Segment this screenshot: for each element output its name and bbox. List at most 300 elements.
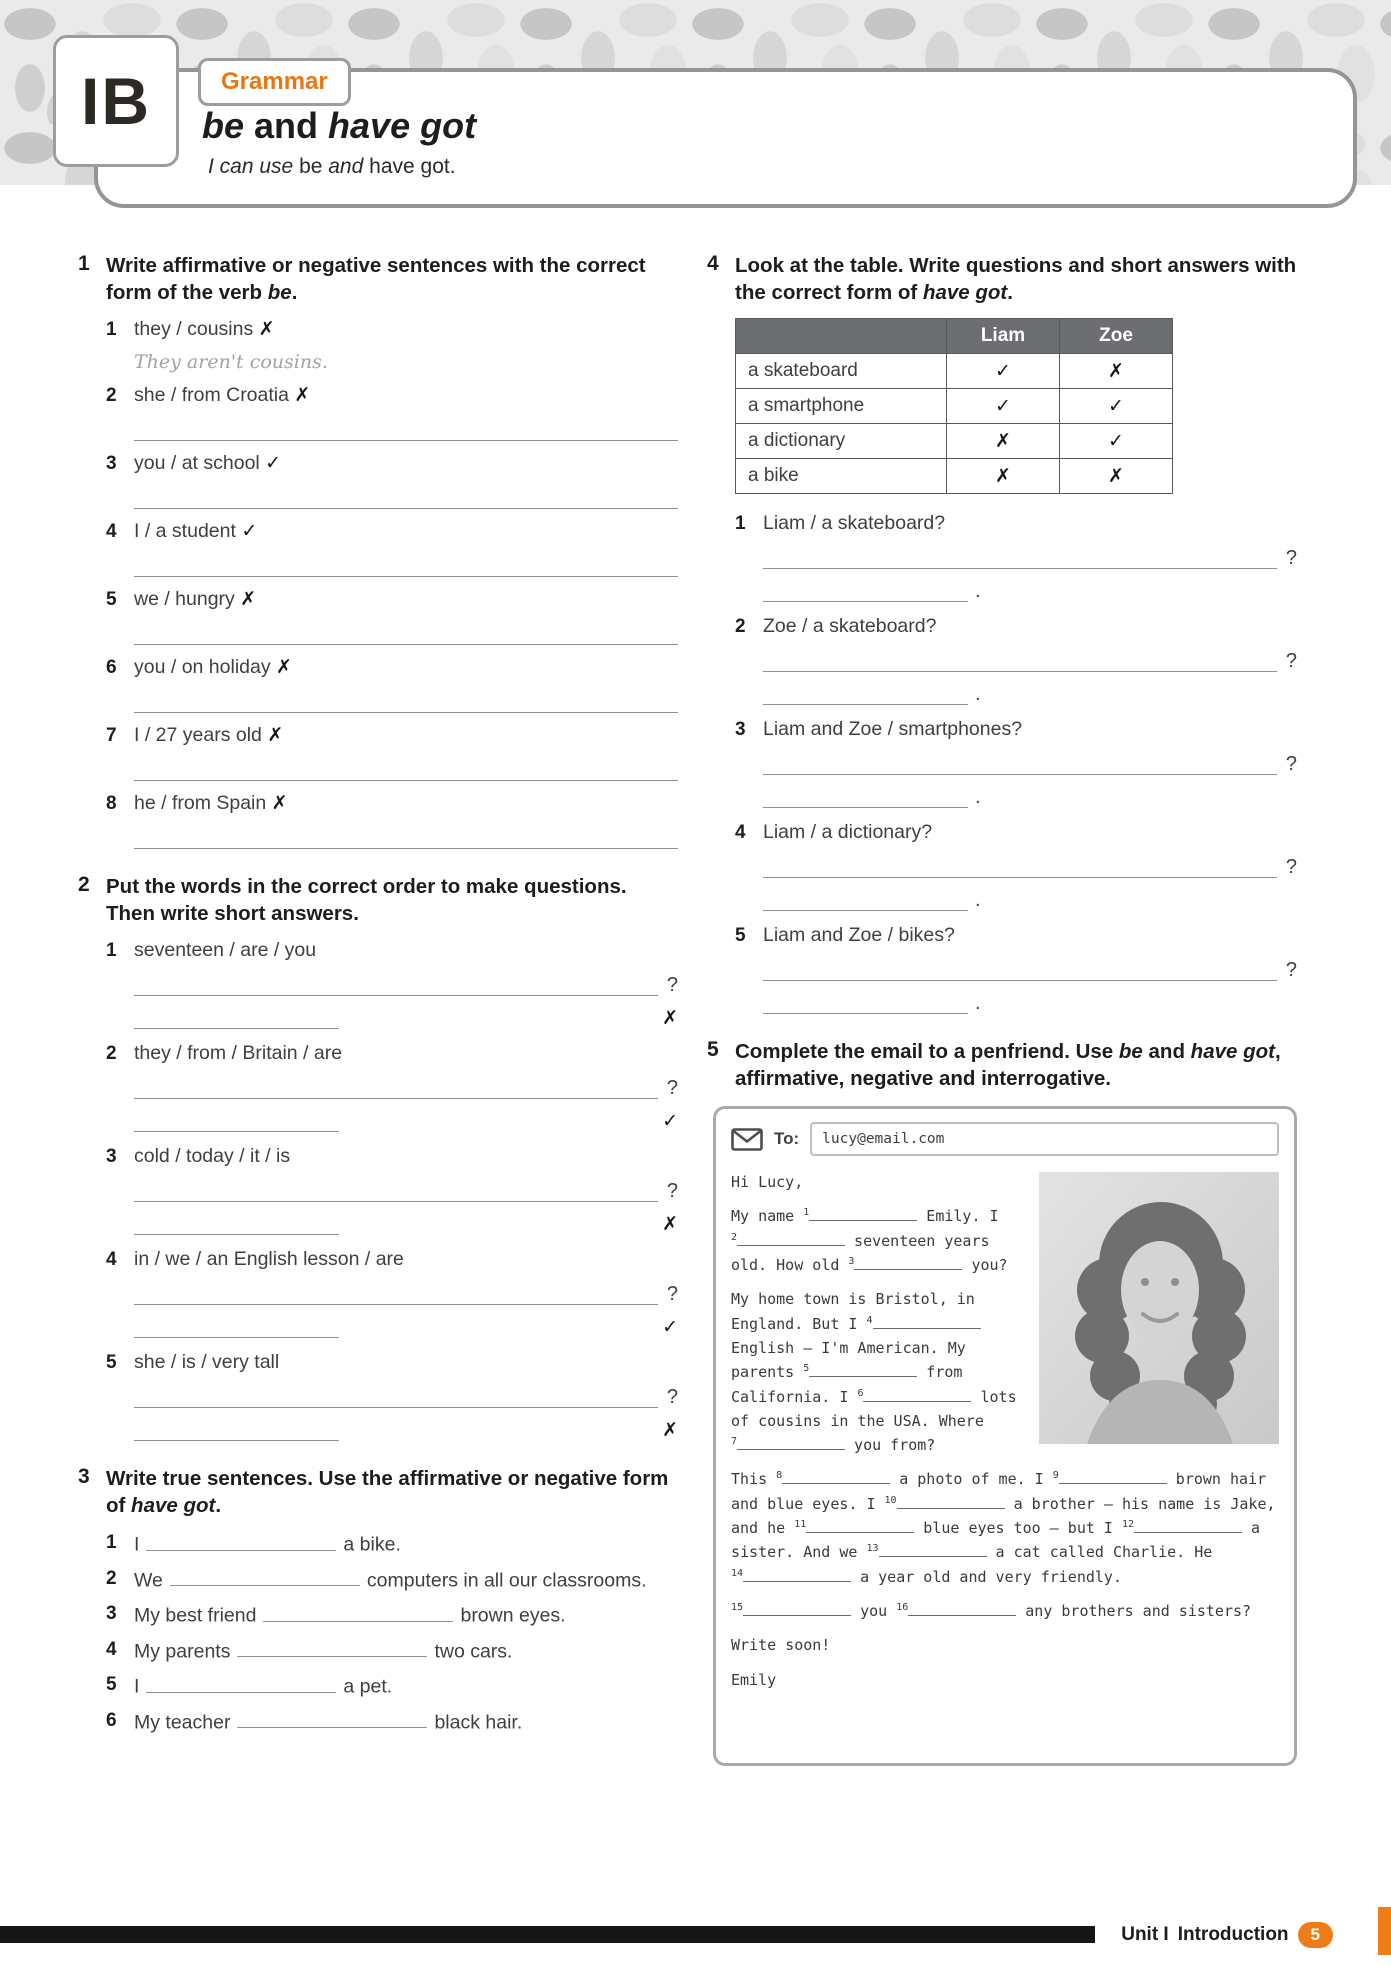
item-prompt: Liam / a skateboard?	[763, 512, 946, 535]
item-prompt: Liam and Zoe / bikes?	[763, 924, 955, 947]
gap-blank	[237, 1709, 427, 1729]
item-number: 3	[106, 1603, 117, 1625]
item-number: 1	[106, 319, 117, 341]
penfriend-photo	[1039, 1172, 1279, 1444]
unit-section-label: Introduction	[1177, 1924, 1289, 1945]
check-icon: ✓	[1108, 429, 1124, 452]
item-number: 2	[735, 616, 746, 638]
cross-icon: ✗	[267, 724, 284, 747]
corner-accent	[1378, 1907, 1391, 1955]
cross-icon: ✗	[1108, 464, 1124, 487]
item-number: 1	[735, 513, 746, 535]
sentence-after: a bike.	[343, 1533, 401, 1556]
item-prompt: she / is / very tall	[134, 1351, 280, 1374]
blank-line	[873, 1315, 981, 1329]
exercise-item	[735, 615, 1297, 705]
exercise-item	[106, 724, 678, 781]
email-blank: 11	[794, 1519, 914, 1537]
cross-icon: ✗	[662, 1419, 678, 1442]
content-columns	[78, 252, 1297, 1790]
question-mark: ?	[666, 1283, 678, 1306]
item-number: 4	[106, 1638, 117, 1660]
item-body	[134, 1638, 678, 1664]
item-number: 1	[106, 1532, 117, 1554]
sentence-before: My teacher	[134, 1711, 231, 1734]
blank-line	[743, 1568, 851, 1582]
email-paragraph: This $^8$ a photo of me. I $^9$ brown hair and blue eyes. I $^{10}$ a brother – his name is Jake, and he $^{11}$ blue eyes too – but I $^{12}$ a sister. And we $^{13}$ a cat called Charlie. He $^{14}$ a year old and very friendly.	[731, 1470, 1276, 1586]
exercise-header	[707, 1038, 1297, 1092]
cross-icon: ✗	[662, 1213, 678, 1236]
to-value: lucy@email.com	[822, 1131, 945, 1148]
exercise-instruction: Put the words in the correct order to make questions. Then write short answers.	[106, 875, 627, 926]
exercise-item	[735, 924, 1297, 1014]
table-corner-cell	[736, 319, 947, 354]
cross-icon: ✗	[662, 1007, 678, 1030]
table-mark-cell	[947, 389, 1060, 424]
answer-line	[763, 845, 1277, 878]
blank-line	[908, 1602, 1016, 1616]
email-paragraph: Write soon!	[731, 1636, 831, 1655]
gap-sentence	[134, 1709, 678, 1735]
blank-line	[1059, 1471, 1167, 1485]
email-paragraph: My name $^1$ Emily. I $^2$ seventeen years old. How old $^3$ you?	[731, 1207, 1008, 1275]
item-body	[134, 1042, 678, 1132]
cross-icon: ✗	[294, 384, 311, 407]
exercise-header	[707, 252, 1297, 306]
gap-blank	[237, 1638, 427, 1658]
exercise-item	[735, 821, 1297, 911]
question-mark: ?	[666, 1180, 678, 1203]
question-line	[134, 1273, 678, 1305]
exercise-1-items	[106, 318, 678, 849]
item-number: 7	[106, 725, 117, 747]
prompt-text: you / on holiday	[134, 656, 277, 679]
table-column-header: Liam	[947, 319, 1060, 354]
exercise-instruction: Complete the email to a penfriend. Use be and have got, affirmative, negative and interrogative.	[735, 1040, 1281, 1091]
gap-sentence	[134, 1673, 678, 1699]
short-answer-row	[134, 1308, 678, 1338]
blank-line	[782, 1471, 890, 1485]
exercise-instruction: Write true sentences. Use the affirmative or negative form of have got.	[106, 1467, 669, 1518]
question-mark: ?	[1285, 856, 1297, 879]
question-line	[134, 1170, 678, 1202]
sentence-before: My best friend	[134, 1604, 257, 1627]
exercise-item	[106, 1042, 678, 1132]
exercise-item	[106, 384, 678, 441]
short-answer-line	[134, 1307, 339, 1338]
question-mark: ?	[1285, 547, 1297, 570]
check-icon: ✓	[241, 520, 258, 543]
cross-icon: ✗	[995, 464, 1011, 487]
answer-line	[134, 1375, 658, 1408]
exercise-item	[735, 512, 1297, 602]
exercise-item	[106, 1709, 678, 1735]
exercise-number: 5	[707, 1038, 719, 1062]
answer-line	[134, 409, 678, 441]
short-answer-line	[763, 880, 968, 911]
short-answer-row	[763, 984, 1297, 1014]
table-row	[736, 389, 1173, 424]
answer-period: .	[975, 580, 981, 603]
item-body	[134, 1709, 678, 1735]
sentence-before: My parents	[134, 1640, 231, 1663]
sentence-after: black hair.	[434, 1711, 523, 1734]
email-blank: 6	[857, 1388, 971, 1406]
exercise-item	[106, 1248, 678, 1338]
item-body	[134, 1145, 678, 1235]
gap-sentence	[134, 1638, 678, 1664]
item-body	[134, 520, 678, 577]
item-number: 2	[106, 385, 117, 407]
table-row-label: a bike	[736, 459, 947, 494]
short-answer-row	[763, 572, 1297, 602]
item-body	[763, 924, 1297, 1014]
table-column-header: Zoe	[1060, 319, 1173, 354]
answer-line	[134, 749, 678, 781]
blank-line	[879, 1544, 987, 1558]
answer-line	[763, 948, 1277, 981]
table-row-label: a smartphone	[736, 389, 947, 424]
prompt-text: we / hungry	[134, 588, 241, 611]
exercise-item	[106, 1638, 678, 1664]
item-body	[134, 1673, 678, 1699]
exercise-item	[106, 1145, 678, 1235]
question-line	[763, 949, 1297, 981]
item-number: 3	[106, 453, 117, 475]
email-blank: 14	[731, 1568, 851, 1586]
exercise-3-items	[106, 1531, 678, 1734]
exercise-number: 3	[78, 1465, 90, 1489]
item-prompt: Liam / a dictionary?	[763, 821, 933, 844]
answer-period: .	[975, 683, 981, 706]
item-number: 4	[106, 521, 117, 543]
have-got-table	[735, 318, 1173, 494]
to-input[interactable]	[810, 1122, 1279, 1156]
short-answer-line	[763, 983, 968, 1014]
gap-sentence	[134, 1531, 678, 1557]
cross-icon: ✗	[276, 656, 292, 679]
item-body	[134, 1248, 678, 1338]
table-mark-cell	[1060, 459, 1173, 494]
item-number: 6	[106, 657, 117, 679]
short-answer-line	[134, 1410, 339, 1441]
item-body	[134, 792, 678, 849]
item-prompt	[134, 588, 678, 611]
item-body	[134, 1567, 678, 1593]
item-body	[134, 656, 678, 713]
exercise-number: 1	[78, 252, 90, 275]
table-mark-cell	[1060, 389, 1173, 424]
table-row	[736, 459, 1173, 494]
exercise-item	[106, 792, 678, 849]
answer-line	[134, 817, 678, 849]
email-blank: 3	[848, 1256, 962, 1274]
cross-icon: ✗	[271, 792, 288, 815]
email-blank: 12	[1122, 1519, 1242, 1537]
item-prompt: cold / today / it / is	[134, 1145, 291, 1168]
exercise-item	[106, 656, 678, 713]
exercise-number: 2	[78, 873, 90, 897]
short-answer-line	[134, 1204, 339, 1235]
exercise-item	[106, 1567, 678, 1593]
exercise-item	[106, 588, 678, 645]
prompt-text: they / cousins	[134, 318, 259, 341]
exercise-item	[106, 1673, 678, 1699]
sentence-before: I	[134, 1675, 140, 1698]
exercise-item	[106, 1531, 678, 1557]
item-prompt	[134, 384, 678, 407]
item-prompt: Zoe / a skateboard?	[763, 615, 937, 638]
short-answer-row	[763, 778, 1297, 808]
answer-period: .	[975, 992, 981, 1015]
footer-text	[1121, 1922, 1333, 1948]
question-mark: ?	[1285, 959, 1297, 982]
sentence-after: a pet.	[343, 1675, 393, 1698]
gap-blank	[263, 1602, 453, 1622]
email-blank: 13	[866, 1543, 986, 1561]
email-paragraph: Hi Lucy,	[731, 1173, 804, 1192]
item-body	[134, 939, 678, 1029]
item-prompt	[134, 724, 678, 747]
exercise-2-items	[106, 939, 678, 1441]
check-icon: ✓	[995, 359, 1011, 382]
item-number: 3	[106, 1146, 117, 1168]
short-answer-row	[134, 1411, 678, 1441]
short-answer-row	[763, 881, 1297, 911]
short-answer-row	[134, 1102, 678, 1132]
table-row-label: a dictionary	[736, 424, 947, 459]
answer-line	[134, 1272, 658, 1305]
short-answer-line	[763, 777, 968, 808]
item-body	[763, 821, 1297, 911]
item-number: 1	[106, 940, 117, 962]
exercise-item	[735, 718, 1297, 808]
prompt-text: you / at school	[134, 452, 266, 475]
exercise-4-items	[735, 512, 1297, 1014]
short-answer-row	[134, 1205, 678, 1235]
short-answer-line	[763, 571, 968, 602]
item-number: 5	[106, 1352, 117, 1374]
table-row	[736, 354, 1173, 389]
check-icon: ✓	[662, 1110, 678, 1133]
answer-line	[134, 613, 678, 645]
question-line	[134, 964, 678, 996]
item-number: 3	[735, 719, 746, 741]
gap-blank	[146, 1531, 336, 1551]
email-blank: 16	[896, 1602, 1016, 1620]
check-icon: ✓	[1108, 394, 1124, 417]
sentence-after: brown eyes.	[460, 1604, 566, 1627]
table-header-row	[736, 319, 1173, 354]
question-line	[134, 1376, 678, 1408]
short-answer-row	[763, 675, 1297, 705]
check-icon: ✓	[265, 452, 282, 475]
item-number: 2	[106, 1567, 117, 1589]
item-body	[134, 452, 678, 509]
exercise-item	[106, 318, 678, 373]
table-mark-cell	[947, 424, 1060, 459]
check-icon: ✓	[995, 394, 1011, 417]
email-blank: 7	[731, 1436, 845, 1454]
item-number: 8	[106, 793, 117, 815]
gap-sentence	[134, 1567, 678, 1593]
unit-label: Unit I	[1121, 1924, 1169, 1945]
prompt-text: I / 27 years old	[134, 724, 268, 747]
email-paragraph: $^{15}$ you $^{16}$ any brothers and sisters?	[731, 1601, 1252, 1620]
item-body	[763, 615, 1297, 705]
sentence-after: computers in all our classrooms.	[366, 1569, 647, 1592]
email-blank: 1	[803, 1207, 917, 1225]
blank-line	[863, 1388, 971, 1402]
gap-sentence	[134, 1602, 678, 1628]
question-mark: ?	[666, 1386, 678, 1409]
exercise-number: 4	[707, 252, 719, 275]
question-line	[763, 743, 1297, 775]
cross-icon: ✗	[240, 588, 257, 611]
gap-blank	[170, 1567, 360, 1587]
answer-line	[763, 536, 1277, 569]
email-blank: 2	[731, 1232, 845, 1250]
exercise-1	[78, 252, 678, 849]
short-answer-line	[134, 998, 339, 1029]
email-paragraph: Emily	[731, 1670, 777, 1689]
cross-icon: ✗	[258, 318, 275, 341]
sentence-after: two cars.	[434, 1640, 513, 1663]
prompt-text: she / from Croatia	[134, 384, 295, 407]
exercise-header	[78, 1465, 678, 1519]
blank-line	[806, 1519, 914, 1533]
question-line	[763, 537, 1297, 569]
item-prompt: they / from / Britain / are	[134, 1042, 343, 1065]
item-prompt	[134, 656, 678, 679]
email-card	[713, 1106, 1297, 1766]
item-prompt	[134, 792, 678, 815]
grammar-section-tag: Grammar	[198, 58, 351, 106]
question-line	[134, 1067, 678, 1099]
item-body	[134, 384, 678, 441]
left-column	[78, 252, 678, 1790]
exercise-5	[707, 1038, 1297, 1766]
title-block	[202, 106, 476, 179]
item-number: 5	[106, 1674, 117, 1696]
exercise-item	[106, 939, 678, 1029]
item-number: 2	[106, 1043, 117, 1065]
unit-code-badge: IB	[53, 35, 179, 167]
email-header	[731, 1122, 1279, 1156]
exercise-item	[106, 1602, 678, 1628]
table-mark-cell	[947, 459, 1060, 494]
footer-bar	[0, 1926, 1095, 1943]
item-body	[134, 1531, 678, 1557]
prompt-text: he / from Spain	[134, 792, 272, 815]
item-number: 5	[735, 925, 746, 947]
answer-period: .	[975, 889, 981, 912]
email-paragraph: My home town is Bristol, in England. But I $^4$ English – I'm American. My parents $^5$ from California. I $^6$ lots of cousins in the USA. Where $^7$ you from?	[731, 1290, 1017, 1455]
can-do-statement: I can use be and have got.	[208, 154, 456, 178]
email-blank: 9	[1053, 1470, 1167, 1488]
cross-icon: ✗	[1108, 359, 1124, 382]
blank-line	[737, 1232, 845, 1246]
sentence-before: I	[134, 1533, 140, 1556]
email-blank: 4	[866, 1315, 980, 1333]
exercise-item	[106, 452, 678, 509]
cross-icon: ✗	[995, 429, 1011, 452]
answer-line	[763, 742, 1277, 775]
item-number: 4	[106, 1249, 117, 1271]
exercise-4	[707, 252, 1297, 1014]
prompt-text: I / a student	[134, 520, 242, 543]
item-number: 5	[106, 589, 117, 611]
email-blank: 8	[776, 1470, 890, 1488]
exercise-2	[78, 873, 678, 1441]
item-prompt: Liam and Zoe / smartphones?	[763, 718, 1023, 741]
question-mark: ?	[1285, 650, 1297, 673]
sample-answer: They aren't cousins.	[134, 351, 328, 374]
blank-line	[743, 1602, 851, 1616]
item-body	[763, 512, 1297, 602]
table-row-label: a skateboard	[736, 354, 947, 389]
table-mark-cell	[1060, 424, 1173, 459]
question-mark: ?	[666, 974, 678, 997]
exercise-item	[106, 520, 678, 577]
exercise-instruction: Write affirmative or negative sentences with the correct form of the verb be.	[106, 254, 646, 305]
exercise-instruction: Look at the table. Write questions and short answers with the correct form of have got.	[735, 254, 1297, 305]
table-mark-cell	[947, 354, 1060, 389]
question-line	[763, 846, 1297, 878]
check-icon: ✓	[662, 1316, 678, 1339]
item-body	[134, 1602, 678, 1628]
exercise-header	[78, 252, 678, 306]
exercise-header	[78, 873, 678, 927]
blank-line	[854, 1256, 962, 1270]
answer-line	[134, 1169, 658, 1202]
item-body	[134, 724, 678, 781]
item-prompt: seventeen / are / you	[134, 939, 317, 962]
short-answer-line	[763, 674, 968, 705]
email-blank: 5	[803, 1363, 917, 1381]
envelope-icon	[731, 1128, 763, 1151]
table-row	[736, 424, 1173, 459]
page-number-badge: 5	[1298, 1922, 1333, 1948]
blank-line	[897, 1495, 1005, 1509]
item-prompt	[134, 520, 678, 543]
item-number: 4	[735, 822, 746, 844]
answer-line	[134, 681, 678, 713]
email-body	[731, 1170, 1279, 1692]
blank-line	[737, 1436, 845, 1450]
item-number: 6	[106, 1709, 117, 1731]
right-column	[707, 252, 1297, 1790]
item-body	[134, 1351, 678, 1441]
answer-line	[134, 545, 678, 577]
item-prompt: in / we / an English lesson / are	[134, 1248, 404, 1271]
question-mark: ?	[666, 1077, 678, 1100]
to-label: To:	[774, 1129, 800, 1149]
exercise-3	[78, 1465, 678, 1734]
page-title: be and have got	[202, 105, 477, 146]
item-prompt	[134, 452, 678, 475]
short-answer-row	[134, 999, 678, 1029]
blank-line	[809, 1364, 917, 1378]
sentence-before: We	[134, 1569, 163, 1592]
question-line	[763, 640, 1297, 672]
email-blank: 15	[731, 1602, 851, 1620]
item-body	[134, 318, 678, 373]
answer-line	[134, 477, 678, 509]
exercise-item	[106, 1351, 678, 1441]
item-body	[134, 588, 678, 645]
answer-line	[134, 963, 658, 996]
